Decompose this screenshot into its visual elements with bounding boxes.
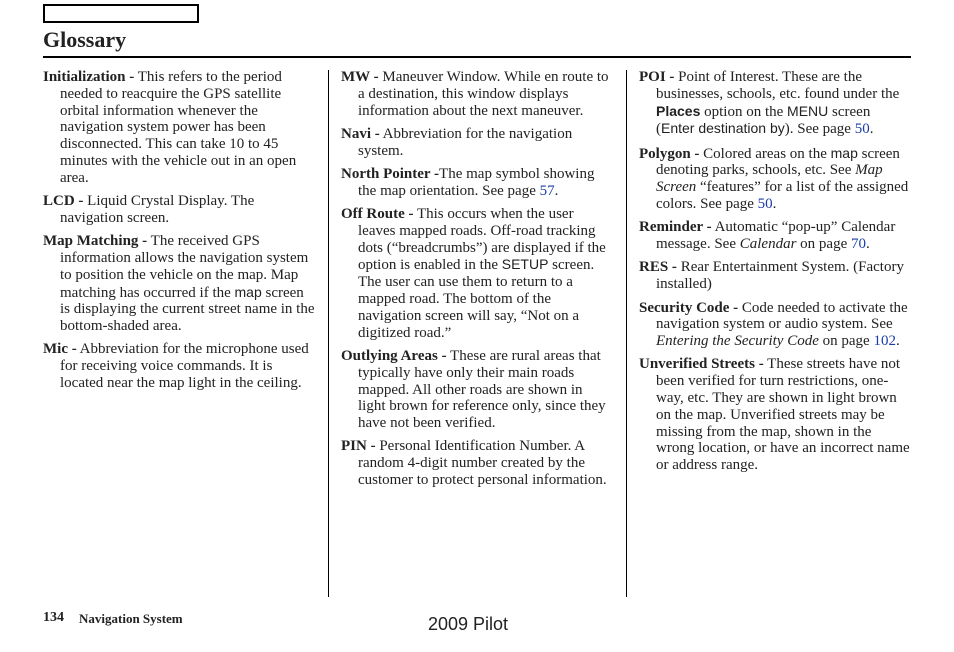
page-link[interactable]: 50: [854, 121, 870, 138]
page-link[interactable]: 102: [873, 333, 896, 350]
ui-label: Enter destination by: [661, 120, 785, 137]
definition: Point of Interest. These are the businesses, schools, etc. found under the: [656, 69, 900, 102]
definition: screen (: [656, 103, 871, 138]
entry-security-code: [639, 300, 911, 350]
term: Mic -: [43, 341, 77, 358]
definition: .: [865, 236, 870, 253]
footer-model: 2009 Pilot: [428, 614, 509, 634]
term: LCD -: [43, 193, 84, 210]
entry-reminder: [639, 219, 911, 253]
entry-lcd: [43, 193, 315, 227]
entry-unverified-streets: [639, 356, 911, 474]
term: POI -: [639, 69, 675, 85]
entry-initialization: [43, 69, 315, 187]
entry-north-pointer: [341, 166, 611, 200]
definition: Automatic “pop-up” Calendar message. See: [656, 219, 896, 253]
term: Map Matching -: [43, 233, 148, 250]
term: Initialization -: [43, 69, 135, 85]
definition: This occurs when the user leaves mapped roads. Off-road tracking dots (“breadcrumbs”) are displayed if the option is enabled in the: [358, 206, 606, 274]
definition: screen. The user can use them to return to a mapped road. The bottom of the navigation screen will say, “Not on a digitized road.”: [358, 257, 595, 341]
term: North Pointer -: [341, 165, 440, 182]
page-number: 134: [43, 610, 64, 625]
ui-label: Places: [656, 102, 701, 119]
page-link[interactable]: 70: [850, 236, 866, 253]
term: Outlying Areas -: [341, 347, 447, 364]
reference-title: Entering the Security Code: [656, 333, 819, 350]
definition: option on the: [700, 103, 788, 120]
term: Security Code -: [639, 299, 739, 316]
term: RES -: [639, 259, 677, 276]
definition: .: [554, 182, 559, 199]
definition: ). See page: [784, 121, 855, 138]
definition: This refers to the period needed to reacquire the GPS satellite orbital information whenever the navigation system power has been disconnected. This can take 10 to 45 minutes with the vehicle out in an open area.: [60, 69, 297, 186]
term: Polygon -: [639, 145, 700, 162]
term: Reminder -: [639, 219, 712, 236]
page-title: Glossary: [43, 27, 127, 52]
definition: Maneuver Window. While en route to a destination, this window displays information about the next maneuver.: [358, 69, 609, 119]
definition: on page: [818, 333, 874, 350]
definition: .: [772, 196, 777, 213]
column-divider: [626, 70, 627, 597]
entry-outlying-areas: [341, 348, 611, 432]
entry-navi: [341, 126, 611, 160]
title-divider: [43, 56, 911, 58]
column-divider: [328, 70, 329, 597]
term: PIN -: [341, 438, 376, 455]
page-link[interactable]: 57: [539, 182, 555, 199]
definition: Personal Identification Number. A random 4-digit number created by the customer to protect personal information.: [358, 438, 607, 489]
definition: “features” for a list of the assigned colors. See page: [656, 179, 909, 213]
entry-polygon: [639, 145, 911, 213]
definition: screen denoting parks, schools, etc. See: [656, 145, 900, 179]
entry-map-matching: [43, 233, 315, 335]
ui-label: SETUP: [501, 256, 549, 273]
definition: screen is displaying the current street name in the bottom-shaded area.: [60, 284, 315, 335]
definition: The received GPS information allows the navigation system to position the vehicle on the map. Map matching has occurred if the: [60, 233, 309, 301]
entry-pin: [341, 438, 611, 488]
definition: .: [895, 333, 900, 350]
definition: Abbreviation for the microphone used for receiving voice commands. It is located near the map light in the ceiling.: [60, 341, 309, 392]
entry-mic: [43, 341, 315, 391]
reference-title: Map Screen: [656, 162, 883, 196]
definition: .: [869, 121, 874, 138]
definition: The map symbol showing the map orientation. See page: [358, 165, 595, 199]
header-tab-box: [43, 4, 199, 23]
glossary-column-3: [639, 69, 911, 481]
definition: These are rural areas that typically have only their main roads mapped. All other roads are shown in light brown for reference only, since they have not been verified.: [358, 347, 606, 432]
footer-section: Navigation System: [79, 611, 183, 626]
definition: Code needed to activate the navigation system or audio system. See: [656, 299, 908, 333]
page-link[interactable]: 50: [757, 196, 773, 213]
term: Off Route -: [341, 206, 414, 223]
term: Navi -: [341, 125, 380, 142]
entry-res: [639, 259, 911, 293]
glossary-column-1: [43, 69, 315, 398]
entry-mw: [341, 69, 611, 119]
definition: Colored areas on the: [699, 145, 831, 162]
definition: on page: [796, 236, 851, 253]
ui-label: MENU: [787, 102, 829, 119]
ui-label: map: [234, 283, 262, 300]
entry-off-route: [341, 206, 611, 341]
glossary-column-2: [341, 69, 611, 495]
definition: Rear Entertainment System. (Factory installed): [656, 259, 904, 293]
term: MW -: [341, 69, 379, 85]
ui-label: map: [830, 144, 858, 161]
definition: Liquid Crystal Display. The navigation screen.: [60, 193, 255, 226]
definition: Abbreviation for the navigation system.: [358, 125, 573, 159]
term: Unverified Streets -: [639, 356, 764, 373]
reference-title: Calendar: [739, 236, 797, 253]
entry-poi: [639, 69, 911, 138]
definition: These streets have not been verified for turn restrictions, one-way, etc. They are shown in light brown on the map. Unverified streets may be missing from the map, shown in the wrong location, or have an incorrect name or address range.: [656, 356, 910, 474]
